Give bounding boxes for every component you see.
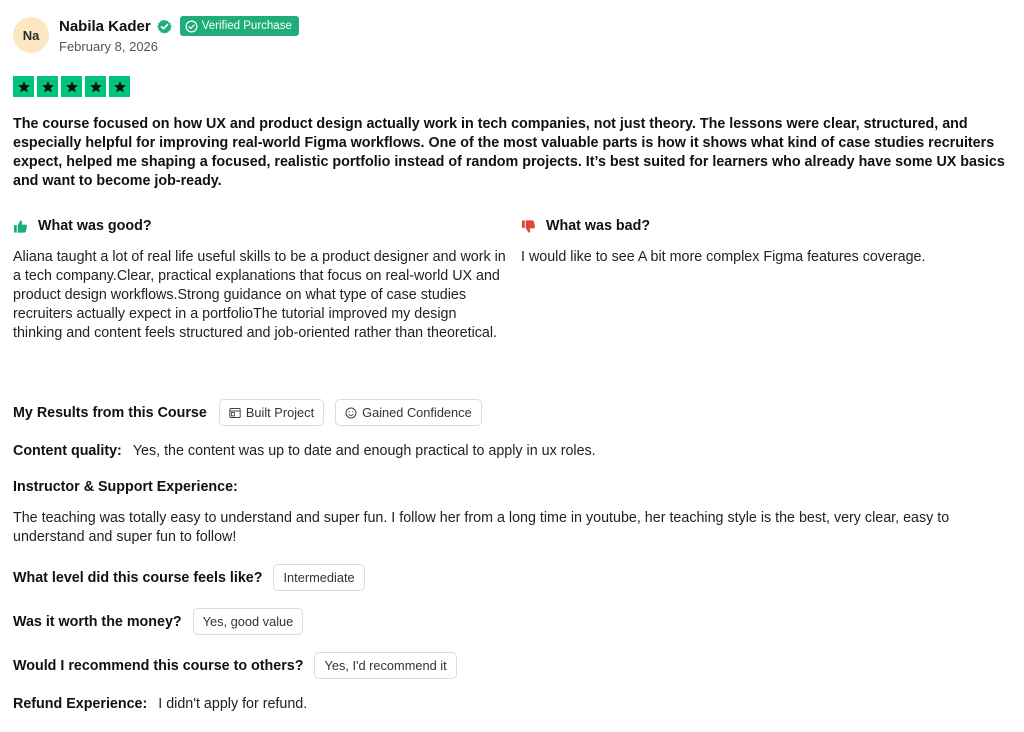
star-icon bbox=[13, 76, 34, 97]
thumbs-up-icon bbox=[13, 219, 28, 234]
result-chip-gained-confidence bbox=[335, 399, 482, 426]
star-rating bbox=[13, 76, 130, 97]
good-title: What was good? bbox=[38, 218, 152, 234]
results-row bbox=[13, 399, 482, 426]
badge-label: Verified Purchase bbox=[201, 20, 292, 32]
level-label: What level did this course feels like? bbox=[13, 569, 263, 586]
refund-value: I didn't apply for refund. bbox=[158, 696, 308, 712]
worth-label: Was it worth the money? bbox=[13, 613, 182, 630]
worth-chip: Yes, good value bbox=[193, 608, 304, 635]
recommend-label: Would I recommend this course to others? bbox=[13, 657, 304, 674]
instructor-value: The teaching was totally easy to understand and super fun. I follow her from a long time in youtube, her teaching style is the best, very clear, easy to understand and super fun to follow! bbox=[13, 510, 950, 545]
level-row bbox=[13, 564, 365, 591]
check-circle-icon bbox=[185, 20, 198, 33]
star-icon bbox=[109, 76, 130, 97]
content-quality-value: Yes, the content was up to date and enough practical to apply in ux roles. bbox=[132, 443, 596, 459]
refund-row bbox=[13, 696, 307, 712]
project-icon bbox=[229, 407, 241, 419]
verified-check-icon bbox=[157, 19, 172, 34]
refund-label: Refund Experience: bbox=[13, 696, 148, 712]
bad-text: I would like to see A bit more complex Figma features coverage. bbox=[521, 249, 926, 265]
instructor-label: Instructor & Support Experience: bbox=[13, 479, 238, 495]
results-label: My Results from this Course bbox=[13, 404, 207, 421]
review-date: February 8, 2026 bbox=[59, 39, 159, 54]
bad-title: What was bad? bbox=[546, 218, 651, 234]
content-quality-row bbox=[13, 443, 596, 459]
star-icon bbox=[37, 76, 58, 97]
reviewer-header bbox=[13, 15, 299, 54]
star-icon bbox=[61, 76, 82, 97]
review-summary: The course focused on how UX and product design actually work in tech companies, not just theory. The lessons were clear, structured, and especially helpful for improving real-world Figma workflows. One of the most valuable parts is how it shows what kind of case studies recruiters expect, helped me shaping a focused, realistic portfolio instead of random projects. It’s best suited for learners who already have some UX basics and want to become job-ready. bbox=[13, 116, 1005, 189]
level-chip: Intermediate bbox=[273, 564, 364, 591]
verified-purchase-badge bbox=[180, 16, 299, 36]
thumbs-down-icon bbox=[521, 219, 536, 234]
smile-icon bbox=[345, 407, 357, 419]
result-chip-built-project bbox=[219, 399, 324, 426]
good-text: Aliana taught a lot of real life useful skills to be a product designer and work in a tech company.Clear, practical explanations that focus on real-world UX and product design workflows.Strong guidance on what type of case studies recruiters actually expect in a portfolioThe tutorial improved my design thinking and content feels structured and job-oriented rather than theoretical. bbox=[13, 249, 506, 341]
worth-row bbox=[13, 608, 303, 635]
bad-section bbox=[521, 216, 1011, 267]
good-section bbox=[13, 216, 508, 343]
chip-label: Gained Confidence bbox=[362, 405, 472, 420]
content-quality-label: Content quality: bbox=[13, 443, 122, 459]
star-icon bbox=[85, 76, 106, 97]
instructor-row bbox=[13, 479, 238, 495]
chip-label: Built Project bbox=[245, 405, 315, 420]
avatar: Na bbox=[13, 17, 49, 53]
recommend-row bbox=[13, 652, 457, 679]
recommend-chip: Yes, I'd recommend it bbox=[314, 652, 456, 679]
reviewer-name: Nabila Kader bbox=[59, 17, 151, 35]
